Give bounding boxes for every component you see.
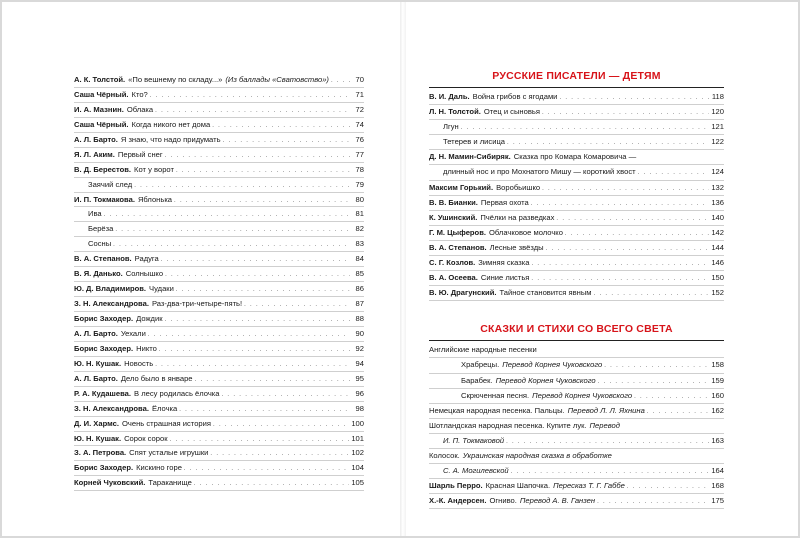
toc-title: «По вешнему по складу...» xyxy=(128,75,223,84)
toc-author: Борис Заходер. xyxy=(74,463,134,473)
toc-entry xyxy=(429,196,724,211)
toc-entry xyxy=(429,464,724,479)
toc-author: И. А. Мазнин. xyxy=(74,104,124,114)
toc-title: Красная Шапочка. xyxy=(485,481,551,491)
toc-page-number: 162 xyxy=(711,405,724,415)
toc-entry xyxy=(74,297,364,312)
toc-entry xyxy=(429,211,724,226)
toc-title: Отец и сыновья xyxy=(483,107,540,117)
toc-title: Кот у ворот xyxy=(134,164,174,174)
toc-page-number: 140 xyxy=(711,212,724,222)
toc-title: Барабек. xyxy=(461,375,493,385)
toc-entry xyxy=(74,178,364,193)
page-fold xyxy=(400,2,406,536)
toc-page-number: 159 xyxy=(711,375,724,385)
toc-page-number: 104 xyxy=(351,463,364,473)
toc-entry xyxy=(429,449,724,464)
toc-title: Воробьишко xyxy=(496,182,541,192)
toc-entry xyxy=(429,135,724,150)
toc-title: Огниво. xyxy=(489,496,517,506)
toc-title: Зимняя сказка xyxy=(478,258,530,268)
toc-leader-dots xyxy=(461,121,710,135)
toc-title: Война грибов с ягодами xyxy=(472,92,558,101)
toc-entry xyxy=(74,446,364,461)
toc-leader-dots xyxy=(559,91,709,105)
toc-entry xyxy=(74,282,364,297)
section-title-world-tales: СКАЗКИ И СТИХИ СО ВСЕГО СВЕТА xyxy=(429,323,724,341)
toc-author: Р. А. Кудашева. xyxy=(74,388,132,398)
toc-author: В. А. Степанов. xyxy=(429,242,487,252)
toc-translation-note: И. П. Токмаковой xyxy=(443,435,505,445)
toc-entry xyxy=(429,286,724,301)
toc-entry xyxy=(429,241,724,256)
toc-entry xyxy=(74,252,364,267)
toc-leader-dots xyxy=(531,197,710,211)
toc-leader-dots xyxy=(159,344,350,357)
toc-page-number: 152 xyxy=(711,288,724,298)
toc-author: Л. Н. Толстой. xyxy=(429,107,481,117)
toc-entry xyxy=(74,342,364,357)
toc-page-number: 86 xyxy=(355,284,364,294)
toc-title: Радуга xyxy=(134,254,159,264)
toc-author: Саша Чёрный. xyxy=(74,89,129,99)
toc-title: Сказка про Комара Комаровича — xyxy=(513,152,637,162)
toc-title: Тараканище xyxy=(148,478,192,488)
toc-author: Х.-К. Андерсен. xyxy=(429,496,487,506)
toc-page-number: 79 xyxy=(355,179,364,189)
toc-title: Скрюченная песня. xyxy=(461,390,530,400)
toc-page-number: 85 xyxy=(355,269,364,279)
toc-author: Г. М. Цыферов. xyxy=(429,227,486,237)
toc-entry xyxy=(429,165,724,180)
toc-title: длинный нос и про Мохнатого Мишу — короткий хвост xyxy=(443,167,636,177)
toc-leader-dots xyxy=(594,287,710,301)
toc-translation-note: С. А. Могилевской xyxy=(443,466,509,476)
toc-leader-dots xyxy=(531,257,709,271)
toc-entry xyxy=(429,494,724,509)
section-title-russian-writers: РУССКИЕ ПИСАТЕЛИ — ДЕТЯМ xyxy=(429,70,724,88)
toc-page-number: 92 xyxy=(355,343,364,353)
toc-title: Чудаки xyxy=(149,284,174,294)
toc-title: Храбрецы. xyxy=(461,360,500,370)
toc-author: С. Г. Козлов. xyxy=(429,258,476,268)
toc-title: Сосны xyxy=(88,239,112,249)
toc-author: А. Л. Барто. xyxy=(74,134,118,144)
toc-page-number: 84 xyxy=(355,254,364,264)
toc-entry xyxy=(74,73,364,88)
toc-leader-dots xyxy=(148,329,350,342)
toc-leader-dots xyxy=(165,269,350,282)
toc-title: Яблонька xyxy=(137,194,173,204)
toc-page-number: 175 xyxy=(711,496,724,506)
toc-page-number: 102 xyxy=(351,448,364,458)
toc-page-number: 160 xyxy=(711,390,724,400)
toc-list-russian-writers xyxy=(429,90,724,301)
toc-leader-dots xyxy=(546,242,710,256)
toc-leader-dots xyxy=(184,463,349,476)
toc-leader-dots xyxy=(634,390,709,404)
toc-entry xyxy=(74,88,364,103)
toc-author: Максим Горький. xyxy=(429,182,494,192)
toc-leader-dots xyxy=(170,434,350,447)
toc-title: Спят усталые игрушки xyxy=(129,448,209,458)
toc-leader-dots xyxy=(531,272,709,286)
toc-leader-dots xyxy=(195,374,350,387)
toc-entry xyxy=(429,181,724,196)
toc-title: Тетерев и лисица xyxy=(443,137,506,147)
toc-title: Кискино горе xyxy=(136,463,182,473)
toc-author: А. К. Толстой. xyxy=(74,75,126,84)
left-page xyxy=(74,73,364,491)
toc-author: Шарль Перро. xyxy=(429,481,483,491)
toc-page-number: 124 xyxy=(711,167,724,177)
toc-leader-dots xyxy=(179,404,350,417)
toc-page-number: 164 xyxy=(711,466,724,476)
toc-leader-dots xyxy=(134,180,350,193)
toc-author: З. А. Петрова. xyxy=(74,448,127,458)
toc-leader-dots xyxy=(506,435,709,449)
toc-title: Сорок сорок xyxy=(124,433,168,443)
toc-page-number: 70 xyxy=(355,75,364,84)
toc-page-number: 132 xyxy=(711,182,724,192)
toc-entry xyxy=(74,193,364,208)
toc-title: Раз-два-три-четыре-пять! xyxy=(151,299,243,309)
toc-leader-dots xyxy=(155,105,350,118)
toc-entry xyxy=(74,312,364,327)
toc-entry xyxy=(429,374,724,389)
toc-entry xyxy=(429,389,724,404)
toc-entry xyxy=(74,267,364,282)
toc-title: Никто xyxy=(136,343,157,353)
toc-page-number: 146 xyxy=(711,258,724,268)
toc-entry xyxy=(74,372,364,387)
toc-title: Английские народные песенки xyxy=(429,345,537,355)
toc-leader-dots xyxy=(598,375,710,389)
toc-title: Дождик xyxy=(136,314,163,323)
toc-title: Синие листья xyxy=(480,273,530,283)
toc-translation-note: Перевод А. В. Ганзен xyxy=(519,496,596,506)
toc-title: Когда никого нет дома xyxy=(131,119,211,129)
toc-page-number: 95 xyxy=(355,373,364,383)
toc-entry xyxy=(429,479,724,494)
toc-entry xyxy=(429,226,724,241)
toc-page-number: 101 xyxy=(351,433,364,443)
toc-author: В. А. Степанов. xyxy=(74,254,132,264)
toc-title: Тайное становится явным xyxy=(499,288,592,298)
toc-entry xyxy=(74,163,364,178)
toc-title: Лгун xyxy=(443,122,459,132)
toc-author: Борис Заходер. xyxy=(74,343,134,353)
toc-page-number: 81 xyxy=(355,209,364,219)
toc-entry xyxy=(74,402,364,417)
toc-page-number: 78 xyxy=(355,164,364,174)
toc-entry xyxy=(74,476,364,491)
toc-title: Первая охота xyxy=(480,197,529,207)
toc-page-number: 90 xyxy=(355,328,364,338)
toc-author: З. Н. Александрова. xyxy=(74,299,149,309)
toc-leader-dots xyxy=(507,136,709,150)
toc-leader-dots xyxy=(115,224,350,237)
toc-entry xyxy=(74,207,364,222)
toc-leader-dots xyxy=(212,120,350,133)
toc-leader-dots xyxy=(627,480,709,494)
toc-author: В. А. Осеева. xyxy=(429,273,478,283)
toc-author: Д. Н. Мамин-Сибиряк. xyxy=(429,152,511,162)
toc-author: Саша Чёрный. xyxy=(74,119,129,129)
toc-leader-dots xyxy=(113,239,350,252)
toc-title: Облака xyxy=(126,104,154,114)
toc-translation-note: Перевод Л. Л. Яхнина xyxy=(567,405,645,415)
toc-page-number: 96 xyxy=(355,388,364,398)
toc-title: Берёза xyxy=(88,224,114,234)
toc-page-number: 98 xyxy=(355,403,364,413)
toc-leader-dots xyxy=(647,405,710,419)
toc-title: Солнышко xyxy=(125,269,164,279)
toc-entry xyxy=(429,343,724,358)
toc-entry xyxy=(74,222,364,237)
toc-title: Колосок. xyxy=(429,450,460,460)
toc-page-number: 105 xyxy=(351,478,364,488)
toc-entry xyxy=(429,150,724,165)
toc-author: Ю. Н. Кушак. xyxy=(74,433,122,443)
toc-leader-dots xyxy=(161,254,350,267)
toc-leader-dots xyxy=(597,495,709,509)
toc-leader-dots xyxy=(194,478,349,491)
toc-entry xyxy=(74,461,364,476)
toc-page-number: 76 xyxy=(355,134,364,144)
toc-leader-dots xyxy=(244,299,350,312)
toc-list-world-tales xyxy=(429,343,724,509)
toc-entry xyxy=(429,358,724,373)
toc-title: Лесные звёзды xyxy=(489,242,544,252)
toc-author: Корней Чуковский. xyxy=(74,478,146,488)
toc-translation-note: (Из баллады «Сватовство») xyxy=(225,75,329,84)
toc-page-number: 82 xyxy=(355,224,364,234)
right-page xyxy=(429,70,724,509)
toc-page-number: 118 xyxy=(711,92,724,101)
toc-leader-dots xyxy=(174,195,350,208)
toc-page-number: 71 xyxy=(355,89,364,99)
toc-leader-dots xyxy=(176,284,350,297)
toc-page-number: 122 xyxy=(711,137,724,147)
toc-page-number: 80 xyxy=(355,194,364,204)
toc-leader-dots xyxy=(223,135,350,148)
toc-author: Ю. Д. Владимиров. xyxy=(74,284,147,294)
toc-title: Кто? xyxy=(131,89,148,99)
toc-entry xyxy=(74,237,364,252)
toc-page-number: 144 xyxy=(711,242,724,252)
toc-author: А. Л. Барто. xyxy=(74,328,118,338)
toc-entry xyxy=(74,148,364,163)
toc-leader-dots xyxy=(221,389,350,402)
toc-author: В. Д. Берестов. xyxy=(74,164,132,174)
toc-leader-dots xyxy=(556,212,709,226)
toc-title: Уехали xyxy=(120,328,146,338)
toc-page-number: 136 xyxy=(711,197,724,207)
toc-page-number: 88 xyxy=(355,314,364,323)
toc-leader-dots xyxy=(331,75,350,88)
toc-entry xyxy=(74,133,364,148)
toc-page-number: 74 xyxy=(355,119,364,129)
toc-entry xyxy=(429,271,724,286)
toc-leader-dots xyxy=(165,150,350,163)
toc-entry xyxy=(74,432,364,447)
toc-page-number: 94 xyxy=(355,358,364,368)
toc-entry xyxy=(429,105,724,120)
toc-title: Облачковое молочко xyxy=(488,227,563,237)
toc-author: В. Я. Данько. xyxy=(74,269,123,279)
toc-leader-dots xyxy=(213,419,349,432)
toc-leader-dots xyxy=(542,106,709,120)
toc-author: А. Л. Барто. xyxy=(74,373,118,383)
toc-entry xyxy=(429,90,724,105)
toc-title: Заячий след xyxy=(88,179,133,189)
toc-title: Очень страшная история xyxy=(121,418,212,428)
toc-title: Ива xyxy=(88,209,102,219)
toc-leader-dots xyxy=(155,359,350,372)
toc-leader-dots xyxy=(638,166,710,180)
toc-title: Я знаю, что надо придумать xyxy=(120,134,221,144)
toc-leader-dots xyxy=(165,314,350,327)
toc-leader-dots xyxy=(511,465,710,479)
toc-entry xyxy=(74,357,364,372)
toc-page-number: 83 xyxy=(355,239,364,249)
toc-list-left xyxy=(74,73,364,491)
toc-title: Шотландская народная песенка. Купите лук. xyxy=(429,420,587,430)
toc-title: В лесу родилась ёлочка xyxy=(134,388,220,398)
toc-title: Пчёлки на разведках xyxy=(480,212,555,222)
toc-author: В. Ю. Драгунский. xyxy=(429,288,497,298)
toc-author: В. И. Даль. xyxy=(429,92,470,101)
toc-author: З. Н. Александрова. xyxy=(74,403,149,413)
book-spread xyxy=(2,2,798,536)
toc-author: Д. И. Хармс. xyxy=(74,418,119,428)
toc-entry xyxy=(74,327,364,342)
toc-author: К. Ушинский. xyxy=(429,212,478,222)
toc-leader-dots xyxy=(565,227,709,241)
toc-title: Новость xyxy=(124,358,154,368)
toc-title: Первый снег xyxy=(117,149,163,159)
toc-entry xyxy=(429,419,724,434)
toc-page-number: 72 xyxy=(355,104,364,114)
toc-author: И. П. Токмакова. xyxy=(74,194,135,204)
toc-page-number: 168 xyxy=(711,481,724,491)
toc-entry xyxy=(74,118,364,133)
toc-leader-dots xyxy=(604,359,709,373)
toc-leader-dots xyxy=(150,90,350,103)
toc-entry xyxy=(74,387,364,402)
toc-entry xyxy=(74,103,364,118)
toc-leader-dots xyxy=(210,448,349,461)
toc-leader-dots xyxy=(104,209,350,222)
toc-entry xyxy=(429,404,724,419)
toc-author: В. В. Бианки. xyxy=(429,197,478,207)
toc-page-number: 121 xyxy=(711,122,724,132)
toc-translation-note: Перевод xyxy=(589,420,620,430)
toc-page-number: 158 xyxy=(711,360,724,370)
toc-page-number: 120 xyxy=(711,107,724,117)
toc-leader-dots xyxy=(176,165,350,178)
toc-entry xyxy=(429,120,724,135)
toc-page-number: 142 xyxy=(711,227,724,237)
toc-author: Я. Л. Аким. xyxy=(74,149,115,159)
toc-author: Борис Заходер. xyxy=(74,314,134,323)
toc-title: Немецкая народная песенка. Пальцы. xyxy=(429,405,565,415)
toc-translation-note: Перевод Корнея Чуковского xyxy=(502,360,603,370)
toc-title: Ёлочка xyxy=(151,403,178,413)
toc-translation-note: Перевод Корнея Чуковского xyxy=(532,390,633,400)
toc-page-number: 150 xyxy=(711,273,724,283)
toc-title: Дело было в январе xyxy=(120,373,193,383)
toc-page-number: 163 xyxy=(711,435,724,445)
toc-entry xyxy=(429,256,724,271)
toc-entry xyxy=(429,434,724,449)
toc-translation-note: Пересказ Т. Г. Габбе xyxy=(553,481,625,491)
toc-entry xyxy=(74,417,364,432)
toc-page-number: 100 xyxy=(351,418,364,428)
toc-translation-note: Перевод Корнея Чуковского xyxy=(495,375,596,385)
toc-author: Ю. Н. Кушак. xyxy=(74,358,122,368)
toc-page-number: 77 xyxy=(355,149,364,159)
toc-translation-note: Украинская народная сказка в обработке xyxy=(462,450,612,460)
toc-leader-dots xyxy=(542,182,709,196)
toc-page-number: 87 xyxy=(355,299,364,309)
